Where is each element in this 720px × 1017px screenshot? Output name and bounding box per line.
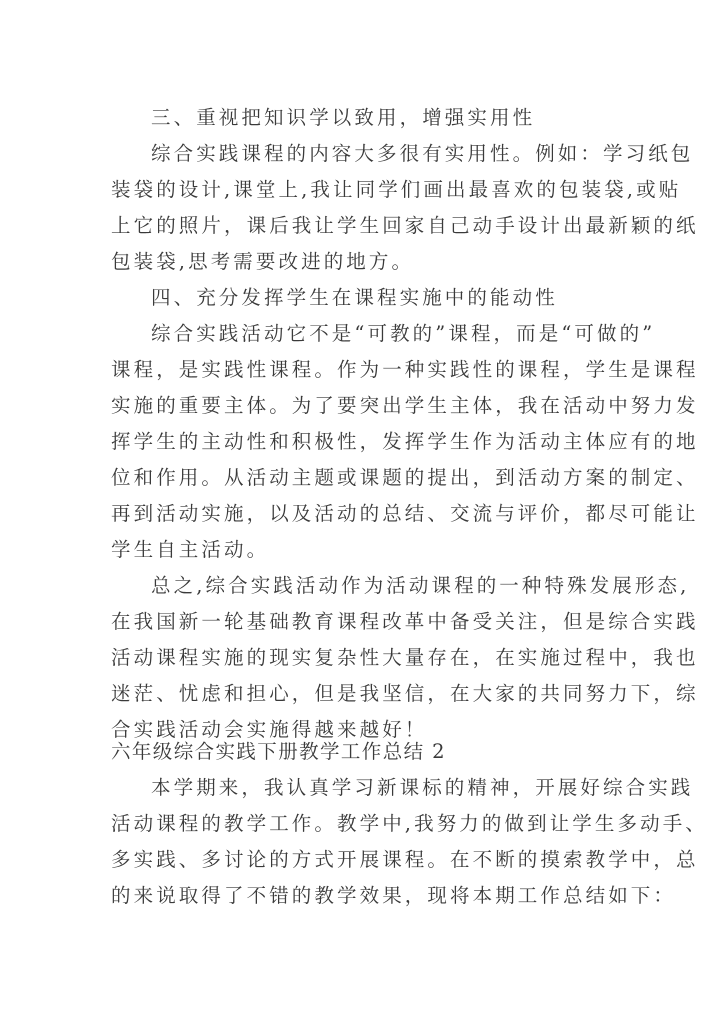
paragraph-line: 实施的重要主体。为了要突出学生主体，我在活动中努力发 [111,394,699,417]
paragraph-line: 学生自主活动。 [111,538,270,561]
paragraph-line: 活动课程的教学工作。教学中,我努力的做到让学生多动手、 [111,812,708,835]
paragraph-line: 综合实践活动它不是“可教的”课程，而是“可做的” [151,322,656,345]
paragraph-line: 合实践活动会实施得越来越好！ [111,718,428,741]
section-heading-4: 四、充分发挥学生在课程实施中的能动性 [151,286,558,309]
paragraph-line: 挥学生的主动性和积极性，发挥学生作为活动主体应有的地 [111,430,699,453]
paragraph-line: 装袋的设计,课堂上,我让同学们画出最喜欢的包装袋,或贴 [111,178,682,201]
paragraph-line: 上它的照片，课后我让学生回家自己动手设计出最新颖的纸 [111,214,699,237]
paragraph-line: 在我国新一轮基础教育课程改革中备受关注，但是综合实践 [111,610,699,633]
paragraph-line: 再到活动实施，以及活动的总结、交流与评价，都尽可能让 [111,502,699,525]
paragraph-line: 包装袋,思考需要改进的地方。 [111,250,415,273]
section-heading-3: 三、重视把知识学以致用，增强实用性 [151,106,536,129]
paragraph-line: 总之,综合实践活动作为活动课程的一种特殊发展形态, [151,574,690,597]
paragraph-line: 本学期来，我认真学习新课标的精神，开展好综合实践 [151,776,694,799]
paragraph-line: 多实践、多讨论的方式开展课程。在不断的摸索教学中，总 [111,848,699,871]
paragraph-line: 综合实践课程的内容大多很有实用性。例如：学习纸包 [151,142,694,165]
article-title: 六年级综合实践下册教学工作总结 2 [111,740,446,763]
paragraph-line: 课程，是实践性课程。作为一种实践性的课程，学生是课程 [111,358,699,381]
paragraph-line: 的来说取得了不错的教学效果，现将本期工作总结如下： [111,884,677,907]
paragraph-line: 位和作用。从活动主题或课题的提出，到活动方案的制定、 [111,466,699,489]
paragraph-line: 迷茫、忧虑和担心，但是我坚信，在大家的共同努力下，综 [111,682,699,705]
paragraph-line: 活动课程实施的现实复杂性大量存在，在实施过程中，我也 [111,646,699,669]
